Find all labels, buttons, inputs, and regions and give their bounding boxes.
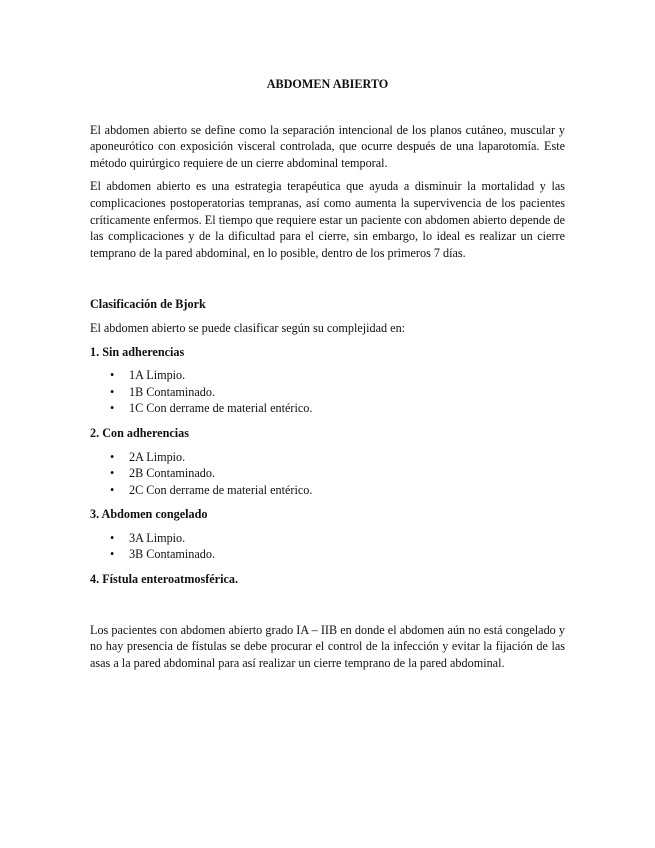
bullet-icon: • (110, 384, 115, 399)
intro-paragraph: El abdomen abierto es una estrategia terapéutica que ayuda a disminuir la mortalidad y las complicaciones postoperatorias tempranas, así como aumenta la supervivencia de los pacientes críticamente enfermos. El tiempo que requiere estar un paciente con abdomen abierto depende de las complicaciones y de la dificultad para el cierre, sin embargo, lo ideal es realizar un cierre temprano de la pared abdominal, en lo posible, dentro de los primeros 7 días. (90, 179, 565, 260)
bullet-icon: • (110, 482, 115, 497)
list-item (90, 530, 565, 547)
list-item (90, 546, 565, 563)
document-body (90, 76, 565, 678)
bullet-list (90, 367, 565, 417)
classification-lead: El abdomen abierto se puede clasificar según su complejidad en: (90, 320, 406, 335)
bullet-list (90, 449, 565, 499)
group-heading: 4. Fístula enteroatmosférica. (90, 572, 239, 587)
list-item (90, 384, 565, 401)
list-item-text: 1A Limpio. (129, 368, 186, 383)
list-item-text: 2A Limpio. (129, 449, 186, 464)
bullet-list (90, 530, 565, 563)
list-item-text: 3B Contaminado. (129, 547, 215, 562)
list-item-text: 1C Con derrame de material entérico. (129, 401, 313, 416)
list-item-text: 2B Contaminado. (129, 466, 215, 481)
bullet-icon: • (110, 466, 115, 481)
list-item (90, 465, 565, 482)
list-item (90, 482, 565, 499)
classification-heading: Clasificación de Bjork (90, 297, 206, 312)
list-item (90, 400, 565, 417)
bullet-icon: • (110, 530, 115, 545)
group-heading: 1. Sin adherencias (90, 344, 185, 359)
section-spacer (90, 595, 565, 622)
intro-paragraph: El abdomen abierto se define como la separación intencional de los planos cutáneo, muscular y aponeurótico con exposición visceral controlada, que ocurre después de una laparotomía. Este método quirúrgico requiere de un cierre abdominal temporal. (90, 122, 565, 170)
group-heading: 3. Abdomen congelado (90, 507, 208, 522)
document-title: ABDOMEN ABIERTO (266, 77, 389, 91)
bullet-icon: • (110, 401, 115, 416)
list-item-text: 2C Con derrame de material entérico. (129, 482, 313, 497)
group-heading: 2. Con adherencias (90, 425, 189, 440)
bullet-icon: • (110, 449, 115, 464)
bullet-icon: • (110, 368, 115, 383)
section-spacer (90, 268, 565, 296)
list-item-text: 1B Contaminado. (129, 384, 215, 399)
bullet-icon: • (110, 547, 115, 562)
closing-paragraph: Los pacientes con abdomen abierto grado IA – IIB en donde el abdomen aún no está congelado y no hay presencia de fístulas se debe procurar el control de la infección y evitar la fijación de las asas a la pared abdominal para así realizar un cierre temprano de la pared abdominal. (90, 622, 565, 670)
list-item (90, 367, 565, 384)
list-item (90, 449, 565, 466)
list-item-text: 3A Limpio. (129, 530, 186, 545)
